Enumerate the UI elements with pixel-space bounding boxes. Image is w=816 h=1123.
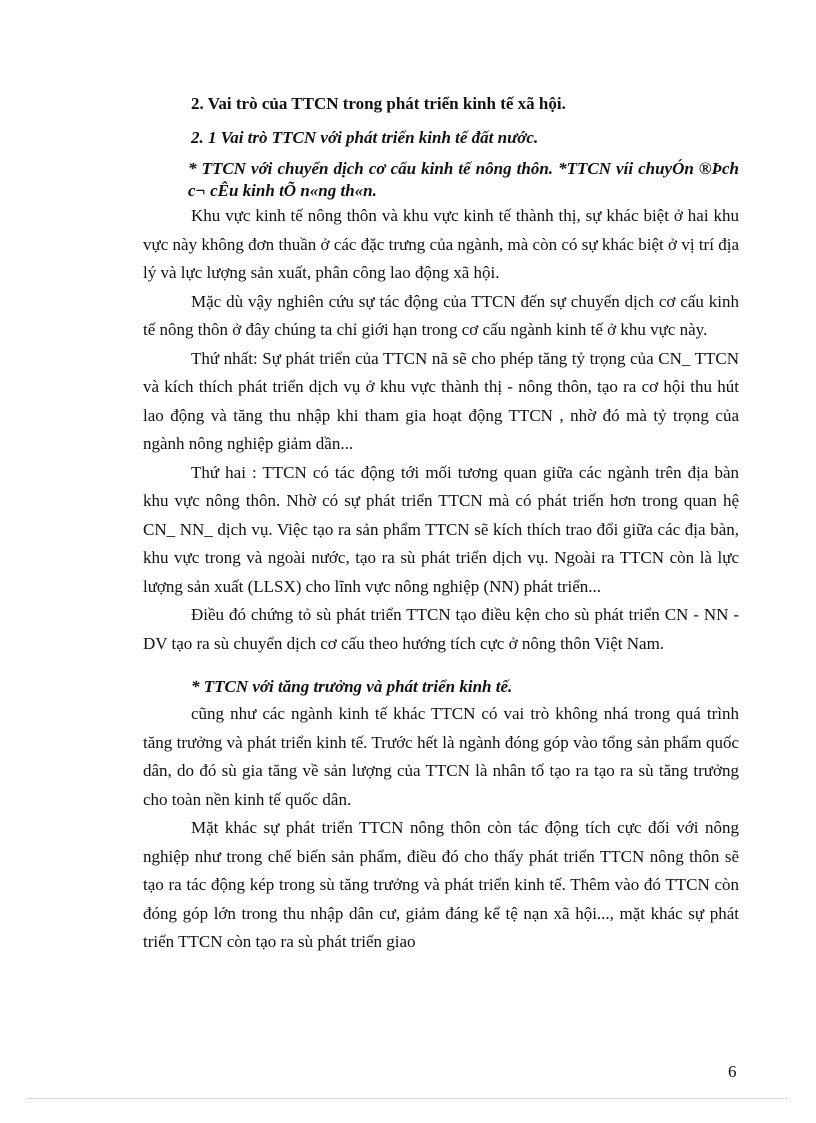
paragraph: Điều đó chứng tỏ sù phát triển TTCN tạo điều kện cho sù phát triển CN - NN - DV tạo ra sù chuyển dịch cơ cấu theo hướng tích cực ở nông thôn Việt Nam. [143, 605, 739, 653]
paragraph: cũng như các ngành kinh tế khác TTCN có vai trò không nhá trong quá trình tăng trưởng và phát triển kinh tế. Trước hết là ngành đóng góp vào tổng sản phẩm quốc dân, do đó sù gia tăng về sản lượng của TTCN là nhân tố tạo ra tạo ra sù tăng trưởng cho toàn nền kinh tế quốc dân. [143, 704, 739, 809]
heading-section-growth: * TTCN với tăng trưởng và phát triển kinh tế. [191, 677, 513, 696]
heading-section-structural-shift: * TTCN với chuyển dịch cơ cấu kinh tế nông thôn. *TTCN víi chuyÓn ®Þch c¬ cÊu kinh tÕ n«ng th«n. [188, 159, 739, 200]
page-number: 6 [728, 1062, 737, 1081]
paragraph: Thứ hai : TTCN có tác động tới mối tương quan giữa các ngành trên địa bàn khu vực nông thôn. Nhờ có sự phát triển TTCN mà có phát triển hơn trong quan hệ CN_ NN_ dịch vụ. Việc tạo ra sản phẩm TTCN sẽ kích thích trao đổi giữa các địa bàn, khu vực trong và ngoài nước, tạo ra sù phát triển dịch vụ. Ngoài ra TTCN còn là lực lượng sản xuất (LLSX) cho lĩnh vực nông nghiệp (NN) phát triển... [143, 462, 739, 596]
page-bottom-divider [28, 1098, 788, 1099]
page-content [143, 90, 739, 957]
paragraph: Mặc dù vậy nghiên cứu sự tác động của TTCN đến sự chuyển dịch cơ cấu kinh tế nông thôn ở đây chúng ta chỉ giới hạn trong cơ cấu ngành kinh tế ở khu vực này. [143, 291, 739, 339]
paragraph: Khu vực kinh tế nông thôn và khu vực kinh tế thành thị, sự khác biệt ở hai khu vực này không đơn thuần ở các đặc trưng của ngành, mà còn có sự khác biệt ở vị trí địa lý và lực lượng sản xuất, phân công lao động xã hội. [143, 206, 739, 282]
paragraph: Mặt khác sự phát triển TTCN nông thôn còn tác động tích cực đối với nông nghiệp như trong chế biến sản phẩm, điều đó cho thấy phát triển TTCN nông thôn sẽ tạo ra tác động kép trong sù tăng trưởng và phát triển kinh tế. Thêm vào đó TTCN còn đóng góp lớn trong thu nhập dân cư, giảm đáng kể tệ nạn xã hội..., mặt khác sự phát triển TTCN còn tạo ra sù phát triển giao [143, 818, 739, 951]
paragraph: Thứ nhất: Sự phát triển của TTCN nã sẽ cho phép tăng tỷ trọng của CN_ TTCN và kích thích phát triển dịch vụ ở khu vực thành thị - nông thôn, tạo ra cơ hội thu hút lao động và tăng thu nhập khi tham gia hoạt động TTCN , nhờ đó mà tỷ trọng của ngành nông nghiệp giảm dần... [143, 348, 739, 453]
heading-sub: 2. 1 Vai trò TTCN với phát triển kinh tế đất nước. [191, 128, 539, 147]
heading-main: 2. Vai trò của TTCN trong phát triển kinh tế xã hội. [191, 94, 566, 113]
